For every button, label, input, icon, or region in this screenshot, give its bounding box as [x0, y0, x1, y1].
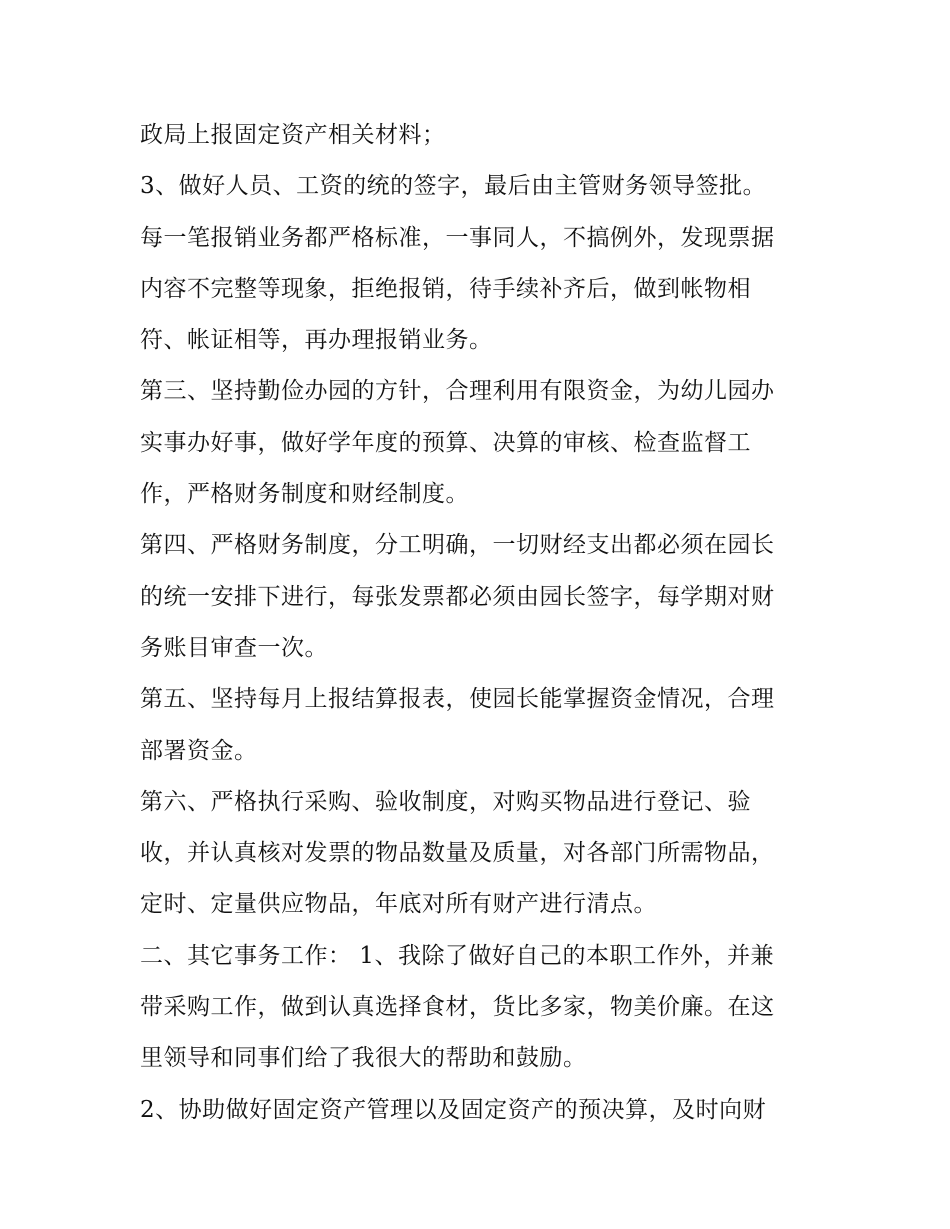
text-line: 内容不完整等现象，拒绝报销，待手续补齐后，做到帐物相: [140, 275, 751, 302]
text-line: 的统一安排下进行，每张发票都必须由园长签字，每学期对财: [140, 583, 775, 610]
text-line: 部署资金。: [140, 737, 258, 764]
text-line: 第三、坚持勤俭办园的方针，合理利用有限资金，为幼儿园办: [140, 378, 775, 405]
text-line: 第六、严格执行采购、验收制度，对购买物品进行登记、验: [140, 788, 751, 815]
text-line: 务账目审查一次。: [140, 634, 328, 661]
text-line: 符、帐证相等，再办理报销业务。: [140, 327, 493, 354]
text-line: 政局上报固定资产相关材料；: [140, 122, 446, 148]
text-line: 实事办好事，做好学年度的预算、决算的审核、检查监督工: [140, 429, 751, 456]
text-line: 里领导和同事们给了我很大的帮助和鼓励。: [140, 1045, 587, 1072]
text-line: 作，严格财务制度和财经制度。: [140, 481, 469, 508]
text-line: 第四、严格财务制度，分工明确，一切财经支出都必须在园长: [140, 532, 775, 559]
text-line: 定时、定量供应物品，年底对所有财产进行清点。: [140, 891, 657, 918]
document-body: [140, 110, 830, 1136]
text-line: 二、其它事务工作： 1、我除了做好自己的本职工作外，并兼: [140, 942, 774, 969]
text-line: 带采购工作，做到认真选择食材，货比多家，物美价廉。在这: [140, 994, 775, 1021]
text-line: 3、做好人员、工资的统的签字，最后由主管财务领导签批。: [140, 173, 767, 200]
text-line: 2、协助做好固定资产管理以及固定资产的预决算，及时向财: [140, 1096, 767, 1123]
text-line: 每一笔报销业务都严格标准，一事同人，不搞例外，发现票据: [140, 224, 775, 251]
text-line: 收，并认真核对发票的物品数量及质量，对各部门所需物品，: [140, 840, 775, 867]
text-line: 第五、坚持每月上报结算报表，使园长能掌握资金情况，合理: [140, 686, 775, 713]
